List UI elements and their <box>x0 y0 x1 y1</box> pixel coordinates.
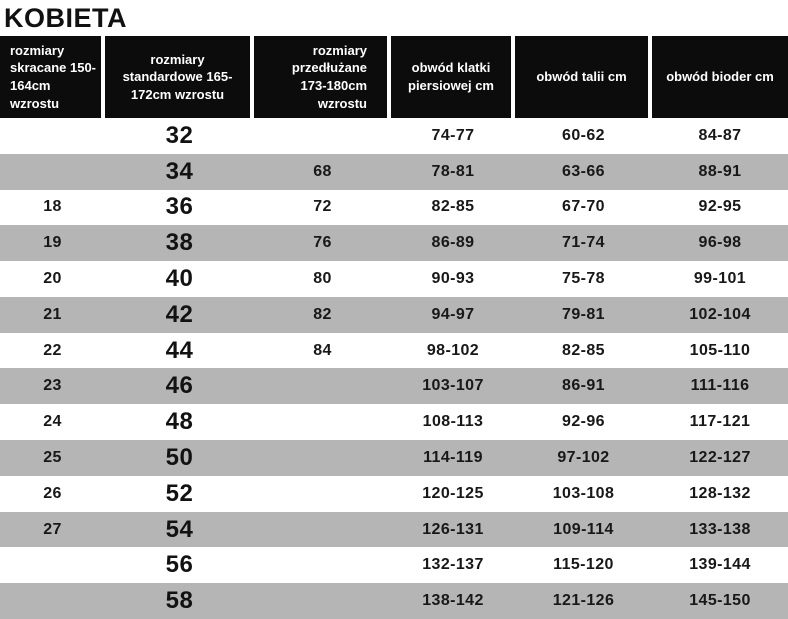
cell-chest: 86-89 <box>431 234 475 252</box>
cell-sizes-short: 23 <box>43 377 62 395</box>
cell-chest: 114-119 <box>423 448 483 466</box>
header-cell-sizes-short: rozmiary skracane 150-164cm wzrostu <box>0 36 105 118</box>
cell-hips: 99-101 <box>693 270 747 288</box>
table-row <box>0 547 788 583</box>
cell-sizes-standard: 38 <box>165 229 194 257</box>
cell-waist: 121-126 <box>552 592 615 610</box>
cell-sizes-extended: 82 <box>313 305 332 323</box>
cell-sizes-short: 24 <box>43 413 62 431</box>
cell-sizes-standard: 52 <box>165 479 194 507</box>
cell-waist: 92-96 <box>562 413 605 431</box>
cell-sizes-standard: 50 <box>165 443 194 471</box>
cell-chest: 98-102 <box>426 341 480 359</box>
table-row <box>0 583 788 619</box>
cell-sizes-extended <box>254 512 391 548</box>
table-body <box>0 118 788 619</box>
table-row <box>0 476 788 512</box>
cell-hips: 111-116 <box>690 377 750 395</box>
table-row <box>0 512 788 548</box>
cell-sizes-short: 20 <box>43 270 62 288</box>
cell-sizes-short <box>0 154 105 190</box>
cell-waist: 60-62 <box>562 126 605 144</box>
cell-waist: 71-74 <box>562 234 605 252</box>
cell-waist: 67-70 <box>562 198 605 216</box>
table-row <box>0 190 788 226</box>
cell-sizes-standard: 48 <box>165 408 194 436</box>
size-table <box>0 36 788 619</box>
cell-sizes-standard: 44 <box>165 336 194 364</box>
cell-waist: 82-85 <box>562 341 605 359</box>
table-row <box>0 154 788 190</box>
cell-sizes-extended <box>254 404 391 440</box>
cell-sizes-short: 19 <box>43 234 62 252</box>
cell-sizes-extended: 72 <box>313 198 332 216</box>
page-title: KOBIETA <box>4 3 127 33</box>
cell-waist: 75-78 <box>562 270 605 288</box>
cell-sizes-short <box>0 118 105 154</box>
cell-waist: 109-114 <box>553 520 614 538</box>
cell-hips: 92-95 <box>698 198 742 216</box>
cell-sizes-standard: 58 <box>165 587 194 615</box>
table-header-row <box>0 36 788 118</box>
cell-waist: 79-81 <box>562 305 605 323</box>
cell-hips: 84-87 <box>698 126 742 144</box>
cell-sizes-standard: 40 <box>165 265 194 293</box>
cell-chest: 74-77 <box>431 126 475 144</box>
cell-sizes-standard: 34 <box>165 157 194 185</box>
header-cell-waist: obwód talii cm <box>515 36 652 118</box>
cell-hips: 128-132 <box>689 484 751 502</box>
cell-chest: 82-85 <box>431 198 475 216</box>
table-row <box>0 404 788 440</box>
cell-sizes-short: 22 <box>43 341 62 359</box>
cell-chest: 138-142 <box>422 592 484 610</box>
cell-waist: 115-120 <box>553 556 614 574</box>
cell-hips: 122-127 <box>689 448 751 466</box>
cell-waist: 86-91 <box>562 377 605 395</box>
cell-hips: 133-138 <box>689 520 751 538</box>
cell-sizes-short: 26 <box>43 484 62 502</box>
cell-chest: 132-137 <box>422 556 484 574</box>
cell-sizes-short: 21 <box>43 305 62 323</box>
cell-chest: 126-131 <box>422 520 484 538</box>
cell-hips: 145-150 <box>689 592 751 610</box>
table-row <box>0 440 788 476</box>
cell-hips: 139-144 <box>689 556 751 574</box>
cell-sizes-extended <box>254 476 391 512</box>
cell-sizes-short <box>0 547 105 583</box>
cell-hips: 102-104 <box>689 305 751 323</box>
cell-sizes-extended <box>254 118 391 154</box>
header-cell-hips: obwód bioder cm <box>652 36 788 118</box>
table-row <box>0 118 788 154</box>
cell-sizes-standard: 54 <box>165 515 194 543</box>
cell-waist: 103-108 <box>552 484 615 502</box>
cell-hips: 105-110 <box>689 341 751 359</box>
cell-sizes-extended: 76 <box>313 234 332 252</box>
cell-sizes-short <box>0 583 105 619</box>
cell-sizes-extended: 80 <box>313 270 332 288</box>
cell-chest: 103-107 <box>422 377 484 395</box>
cell-sizes-extended <box>254 368 391 404</box>
cell-sizes-short: 27 <box>43 520 62 538</box>
cell-sizes-extended: 68 <box>313 162 332 180</box>
cell-sizes-standard: 42 <box>165 300 194 328</box>
cell-sizes-extended: 84 <box>313 341 332 359</box>
table-row <box>0 297 788 333</box>
cell-waist: 97-102 <box>557 448 610 466</box>
cell-sizes-standard: 56 <box>165 551 194 579</box>
cell-sizes-extended <box>254 547 391 583</box>
header-cell-sizes-standard: rozmiary standardowe 165-172cm wzrostu <box>105 36 254 118</box>
table-row <box>0 368 788 404</box>
cell-chest: 94-97 <box>431 305 475 323</box>
table-row <box>0 225 788 261</box>
cell-hips: 117-121 <box>689 413 751 431</box>
cell-waist: 63-66 <box>562 162 605 180</box>
cell-sizes-standard: 46 <box>165 372 194 400</box>
cell-sizes-short: 25 <box>43 448 62 466</box>
cell-hips: 96-98 <box>698 234 742 252</box>
cell-chest: 78-81 <box>431 162 475 180</box>
cell-sizes-extended <box>254 583 391 619</box>
cell-chest: 108-113 <box>422 413 484 431</box>
header-cell-sizes-extended: rozmiary przedłużane 173-180cm wzrostu <box>254 36 391 118</box>
cell-sizes-standard: 32 <box>165 121 194 149</box>
cell-sizes-short: 18 <box>43 198 62 216</box>
cell-sizes-extended <box>254 440 391 476</box>
cell-chest: 90-93 <box>431 270 475 288</box>
cell-chest: 120-125 <box>422 484 484 502</box>
cell-sizes-standard: 36 <box>165 193 194 221</box>
cell-hips: 88-91 <box>698 162 742 180</box>
table-row <box>0 261 788 297</box>
table-row <box>0 333 788 369</box>
header-cell-chest: obwód klatki piersiowej cm <box>391 36 515 118</box>
